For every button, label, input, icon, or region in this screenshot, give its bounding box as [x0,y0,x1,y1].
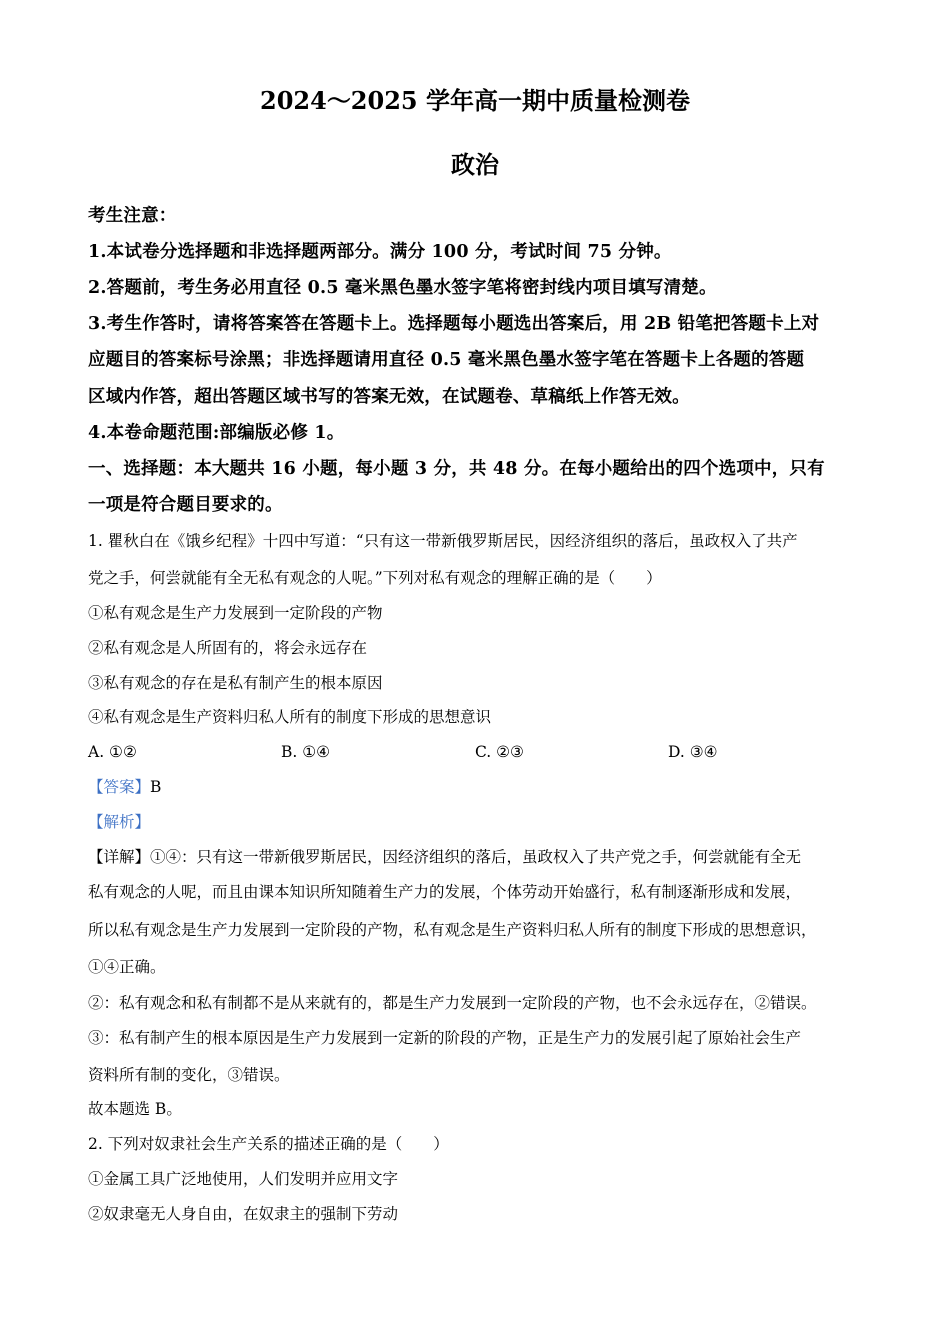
question-stem: 2. 下列对奴隶社会生产关系的描述正确的是（ ） [88,1135,449,1153]
notice-line: 2.答题前，考生务必用直径 0.5 毫米黑色墨水签字笔将密封线内项目填写清楚。 [88,278,717,298]
option-d: D. ③④ [668,743,718,761]
section-heading: 一、选择题：本大题共 16 小题，每小题 3 分，共 48 分。在每小题给出的四个选项中，只有 [88,459,825,479]
subject-title: 政治 [451,150,499,179]
notice-line: 4.本卷命题范围:部编版必修 1。 [88,423,345,443]
detail-line: 私有观念的人呢，而且由课本知识所知随着生产力的发展，个体劳动开始盛行，私有制逐渐形成和发展， [88,883,802,901]
question-statement: ①金属工具广泛地使用，人们发明并应用文字 [88,1170,399,1188]
option-c: C. ②③ [475,743,524,761]
notice-line: 区域内作答，超出答题区域书写的答案无效，在试题卷、草稿纸上作答无效。 [88,387,690,407]
detail-tag: 【详解】 [88,848,151,866]
question-statement: ③私有观念的存在是私有制产生的根本原因 [88,674,383,692]
notice-heading: 考生注意： [88,206,177,226]
answer-value: B [150,778,162,796]
detail-text: ①④：只有这一带新俄罗斯居民，因经济组织的落后，虽政权入了共产党之手，何尝就能有全无 [150,848,802,866]
question-statement: ②奴隶毫无人身自由，在奴隶主的强制下劳动 [88,1205,399,1223]
detail-line [88,845,801,869]
answer-tag: 【答案】 [88,778,151,796]
detail-line: ②：私有观念和私有制都不是从来就有的，都是生产力发展到一定阶段的产物，也不会永远存在，②错误。 [88,994,817,1012]
detail-line: ①④正确。 [88,958,166,976]
analysis-tag: 【解析】 [88,813,151,831]
notice-line: 应题目的答案标号涂黑；非选择题请用直径 0.5 毫米黑色墨水签字笔在答题卡上各题的答题 [88,350,805,370]
question-statement: ④私有观念是生产资料归私人所有的制度下形成的思想意识 [88,708,492,726]
notice-line: 1.本试卷分选择题和非选择题两部分。满分 100 分，考试时间 75 分钟。 [88,242,672,262]
option-b: B. ①④ [281,743,331,761]
question-statement: ②私有观念是人所固有的，将会永远存在 [88,639,368,657]
notice-line: 3.考生作答时，请将答案答在答题卡上。选择题每小题选出答案后，用 2B 铅笔把答题卡上对 [88,314,820,334]
detail-line: 故本题选 B。 [88,1100,182,1118]
answer-line [88,775,161,799]
option-a: A. ①② [88,743,137,761]
detail-line: 资料所有制的变化，③错误。 [88,1066,290,1084]
detail-line: ③：私有制产生的根本原因是生产力发展到一定新的阶段的产物，正是生产力的发展引起了原始社会生产 [88,1029,802,1047]
detail-line: 所以私有观念是生产力发展到一定阶段的产物，私有观念是生产资料归私人所有的制度下形成的思想意识， [88,921,817,939]
question-stem: 1. 瞿秋白在《饿乡纪程》十四中写道：“只有这一带新俄罗斯居民，因经济组织的落后，虽政权入了共产 [88,532,798,550]
section-heading: 一项是符合题目要求的。 [88,495,283,515]
question-stem: 党之手，何尝就能有全无私有观念的人呢。”下列对私有观念的理解正确的是（ ） [88,569,662,587]
question-statement: ①私有观念是生产力发展到一定阶段的产物 [88,604,383,622]
exam-title: 2024～2025 学年高一期中质量检测卷 [260,86,690,115]
